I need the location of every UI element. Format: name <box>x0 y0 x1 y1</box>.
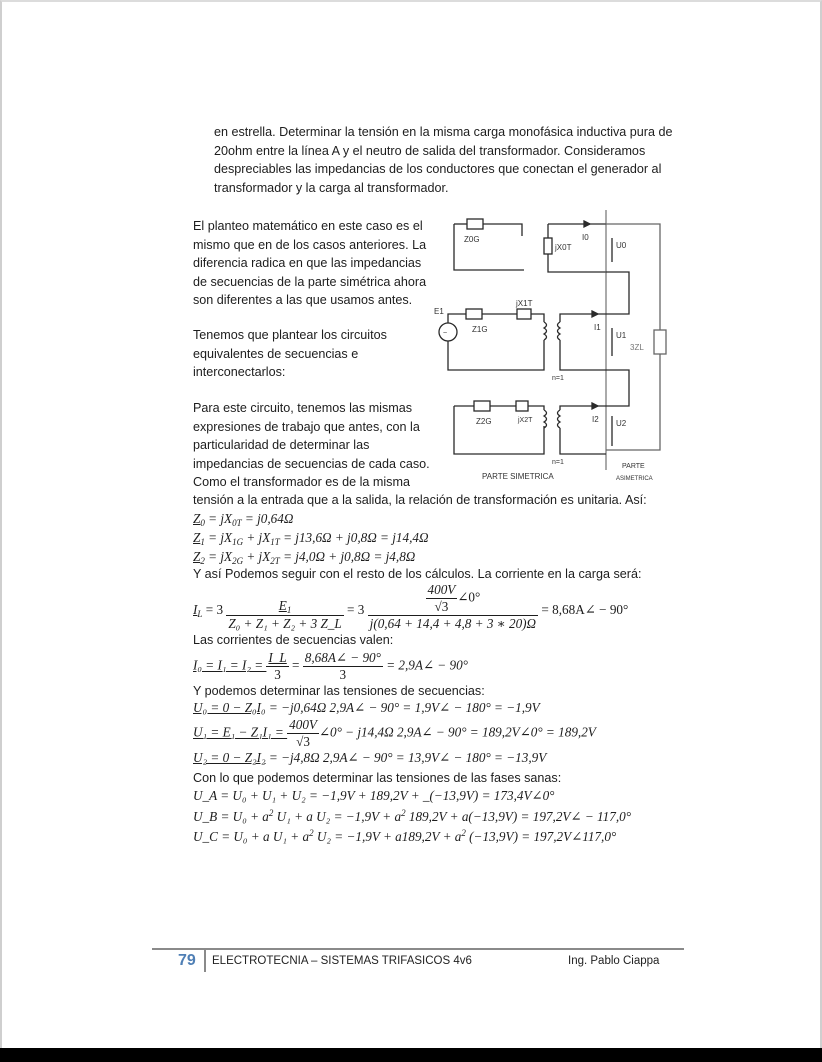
equation-seq-currents: I₀ = I₁ = I₂ = $\frac{I\_L}{3}$ = $\frac{8,68A\angle - 90^\circ}{3}$ = 2,9A∠ − 90° <box>193 650 468 682</box>
footer-separator <box>204 948 206 972</box>
equation-ub: U_B = $U_0 + a^2$ U₁ + a $U_2 = -1,9V + a^2$ 189,2V + a(−13,9V) = 197,2V∠ − 117,0° <box>193 808 631 824</box>
svg-text:~: ~ <box>443 330 448 337</box>
i1-label: I1 <box>594 323 601 332</box>
bottom-black-band <box>0 1048 822 1062</box>
negative-seq-circuit <box>454 370 629 466</box>
equation-z1: $Z_1 = jX_{1G} + jX_{1T} = j13,6\Omega + j0,8\Omega = j14,4\Omega$ <box>193 530 429 547</box>
text-line: Tenemos que plantear los circuitos <box>193 328 387 342</box>
u2-label: U2 <box>616 419 627 428</box>
load-label: 3ZL <box>630 343 644 352</box>
fraction: $\frac{E_1}{\text{Z₀ + Z₁ + Z₂ + 3 Z\_L}}$ <box>228 598 342 631</box>
z1g-label: Z1G <box>472 325 488 334</box>
n2-label: n=1 <box>552 459 564 466</box>
intro-line: despreciables las impedancias de los conductores que conectan el generador al <box>214 162 662 176</box>
text-line: interconectarlos: <box>193 365 286 379</box>
equation-u1: U₁ = E₁ − Z₁I₁ = $\frac{400V}{√3}$ ∠0° − j14,4Ω 2,9A∠ − 90° = 189,2V∠0° = 189,2V <box>193 717 596 749</box>
equation-ua: U_A = U₀ + U₁ + U₂ = −1,9V + 189,2V + _(−13,9V) = 173,4V∠0° <box>193 788 555 803</box>
z0g-label: Z0G <box>464 235 480 244</box>
intro-paragraph <box>214 123 673 197</box>
sequence-circuit-diagram <box>434 210 696 490</box>
fraction: $\frac{400V}{√3}$ ∠0° j(0,64 + 14,4 + 4,8 + 3 ∗ 20)Ω <box>369 582 537 631</box>
intro-line: 20ohm entre la línea A y el neutro de salida del transformador. Consideramos <box>214 143 646 158</box>
equation-u2: U₂ = 0 − Z₂I₂ = −j4,8Ω 2,9A∠ − 90° = 13,9V∠ − 180° = −13,9V <box>193 750 547 765</box>
asymmetric-part-label-2: ASIMETRICA <box>616 476 653 482</box>
equation-z0: $Z_0 = jX_{0T} = j0,64\Omega$ <box>193 511 294 528</box>
text-line: diferencia radica en que las impedancias <box>193 256 422 270</box>
equation-u0: U₀ = 0 − Z₀I₀ = −j0,64Ω 2,9A∠ − 90° = 1,9V∠ − 180° = −1,9V <box>193 700 540 715</box>
jx0t-label: jX0T <box>555 243 572 252</box>
asymmetric-part-label: PARTE <box>622 463 645 470</box>
text-line: expresiones de trabajo que antes, con la <box>193 419 420 434</box>
fraction: $\frac{I\_L}{3}$ <box>268 650 287 682</box>
text-line-relacion: tensión a la entrada que a la salida, la relación de transformación es unitaria. Así: <box>193 493 647 507</box>
paragraph-planteo <box>193 217 426 310</box>
u1-label: U1 <box>616 331 627 340</box>
jx2t-label: jX2T <box>518 417 533 424</box>
page-number: 79 <box>178 952 196 969</box>
zero-seq-transformer-loop <box>544 221 627 272</box>
text-line: equivalentes de secuencias e <box>193 346 359 361</box>
z2g-label: Z2G <box>476 417 492 426</box>
footer-rule <box>152 948 684 950</box>
jx1t-label: jX1T <box>516 299 533 308</box>
symmetric-part-label: PARTE SIMETRICA <box>482 472 554 481</box>
text-line: particularidad de determinar las <box>193 438 370 452</box>
text-line-corriente: Y así Podemos seguir con el resto de los cálculos. La corriente en la carga será: <box>193 567 642 581</box>
intro-line: en estrella. Determinar la tensión en la misma carga monofásica inductiva pura de <box>214 125 673 139</box>
paragraph-expresiones <box>193 399 430 492</box>
text-line-tensiones-secuencias: Y podemos determinar las tensiones de secuencias: <box>193 684 485 698</box>
intro-line: transformador y la carga al transformador. <box>214 180 449 195</box>
equation-uc: U_C = U₀ + a $U_1 + a^2$ $U_2 = -1,9V + a189,2V + a^2$ (−13,9V) = 197,2V∠117,0° <box>193 828 617 844</box>
fraction: $\frac{400V}{√3}$ <box>289 717 317 749</box>
footer-author: Ing. Pablo Ciappa <box>568 955 660 967</box>
text-line: Para este circuito, tenemos las mismas <box>193 401 413 415</box>
paragraph-circuitos <box>193 326 387 382</box>
text-line: mismo que en de los casos anteriores. La <box>193 237 427 252</box>
text-line: El planteo matemático en este caso es el <box>193 219 423 233</box>
text-line: Como el transformador es de la misma <box>193 475 410 489</box>
equation-z2: $Z_2 = jX_{2G} + jX_{2T} = j4,0\Omega + j0,8\Omega = j4,8\Omega$ <box>193 549 416 566</box>
u0-label: U0 <box>616 241 627 250</box>
e1-label: E1 <box>434 307 444 316</box>
text-line: impedancias de secuencias de cada caso. <box>193 456 430 471</box>
i0-label: I0 <box>582 233 589 242</box>
zero-seq-generator-loop <box>454 219 524 270</box>
fraction: $\frac{8,68A\angle - 90^\circ}{3}$ <box>304 650 381 682</box>
text-line: son diferentes a las que usamos antes. <box>193 293 413 307</box>
text-line-corrientes-secuencias: Las corrientes de secuencias valen: <box>193 633 394 647</box>
text-line: de secuencias de la parte simétrica ahora <box>193 274 427 289</box>
positive-seq-circuit <box>434 272 629 382</box>
footer-title: ELECTROTECNIA – SISTEMAS TRIFASICOS 4v6 <box>212 955 472 967</box>
n1-label: n=1 <box>552 375 564 382</box>
equation-load-current: $I_L = 3$ $\frac{E_1}{\text{Z₀ + Z₁ + Z₂ + 3 Z\_L}}$ = 3 $\frac{400V}{√3}$ ∠0° j(0,64 + 14,4 + 4,8 + 3 ∗ 20)Ω = 8,68A∠ − 90° <box>193 582 629 631</box>
i2-label: I2 <box>592 415 599 424</box>
text-line-fases-sanas: Con lo que podemos determinar las tensiones de las fases sanas: <box>193 771 562 785</box>
